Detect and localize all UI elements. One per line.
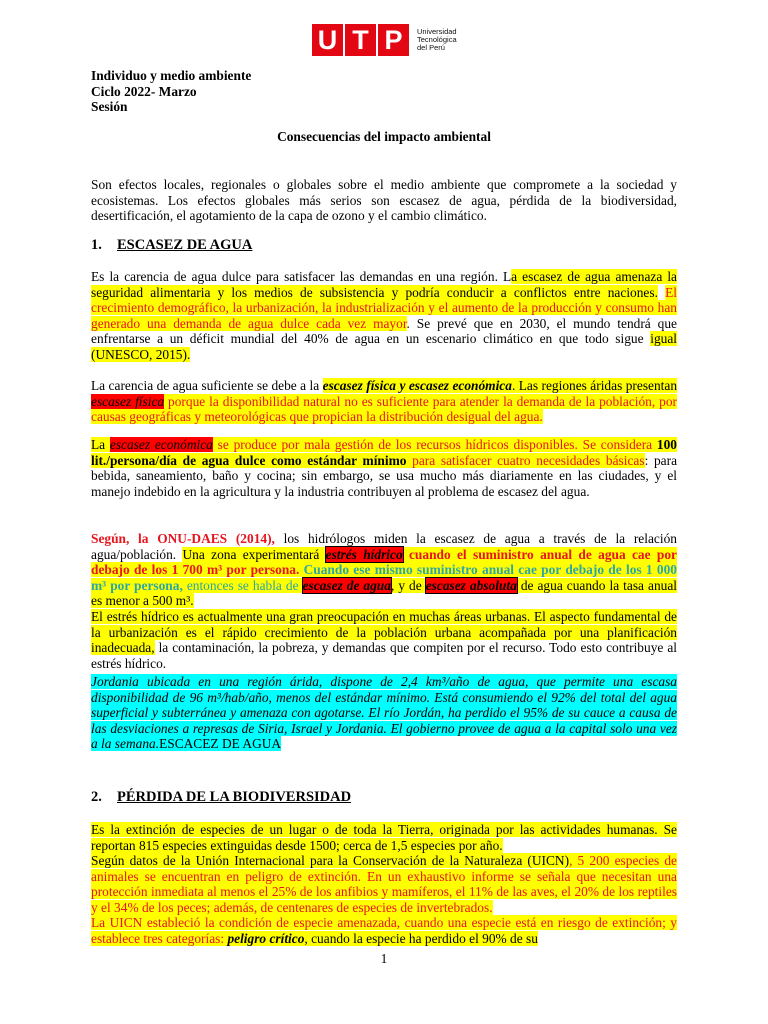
highlight-run: La: [91, 437, 110, 452]
highlight-run: peligro crítico: [227, 930, 305, 946]
intro-paragraph: Son efectos locales, regionales o globales sobre el medio ambiente que compromete a la sociedad y ecosistemas. Los efectos globales más serios son escasez de agua, pérdida de la biodiversidad, desertificación, el agotamiento de la capa de ozono y el cambio climático.: [91, 177, 677, 224]
section-number: 2.: [91, 789, 102, 805]
s1-paragraph-2: [91, 378, 677, 425]
highlight-run: escasez física: [322, 378, 397, 393]
highlight-run: y: [396, 378, 409, 393]
s1-paragraph-6: [91, 674, 677, 752]
section-1-heading: [91, 238, 677, 254]
highlight-run: 100 lit./persona/día de agua dulce como estándar mínimo: [91, 437, 677, 468]
highlight-run: escasez económica: [408, 378, 512, 393]
s2-paragraph-1: [91, 822, 677, 853]
s1-paragraph-3: [91, 437, 677, 499]
s1-paragraph-5: [91, 609, 677, 671]
highlight-run: entonces se habla de: [182, 577, 303, 593]
highlight-run: , cuando la especie ha perdido el 90% de su: [304, 930, 538, 946]
highlight-run: de agua cuando la tasa anual es menor a 500 m³.: [91, 577, 678, 609]
logo-letter-u: U: [312, 24, 343, 56]
s1-paragraph-1: [91, 269, 677, 363]
document-title: Consecuencias del impacto ambiental: [277, 129, 491, 144]
text-run: La carencia de agua suficiente se debe a la: [91, 378, 323, 393]
section-title: ESCASEZ DE AGUA: [117, 237, 253, 253]
highlight-run: porque la disponibilidad natural no es suficiente para atender la demanda de la población, por causas geográficas y meteorológicas que propician la distribución desigual del agua.: [91, 393, 677, 425]
logo-letters: [312, 24, 409, 56]
highlight-run: satisfacer cuatro necesidades básicas: [440, 452, 645, 468]
logo-line: Universidad: [417, 27, 457, 36]
utp-logo: [312, 24, 457, 56]
section-2-heading: [91, 790, 677, 806]
s2-paragraph-2: [91, 853, 677, 915]
highlight-run: . Las regiones áridas presentan: [511, 378, 678, 393]
section-title: PÉRDIDA DE LA BIODIVERSIDAD: [117, 789, 352, 805]
logo-letter-t: T: [345, 24, 376, 56]
text-run: la contaminación, la pobreza, y demandas que compiten por el recurso. Todo esto contribuye al estrés hídrico.: [91, 640, 677, 671]
text-run: ONU-DAES (2014),: [157, 531, 275, 546]
text-run: los hidrólogos miden la escasez de agua a través de la relación agua/población.: [91, 531, 677, 562]
text-run: : para bebida, saneamiento, baño y cocina; sin embargo, se usa mucho más diariamente en las ciudades, y el manejo indebido en la agricultura y la industria contribuyen al problema de escasez del agua.: [91, 452, 678, 499]
highlight-run: estrés hídrico: [325, 546, 403, 562]
logo-line: Tecnológica: [417, 35, 457, 44]
highlight-run: se produce por mala gestión de los recursos hídricos disponibles. Se considera: [212, 437, 657, 452]
highlight-run: escasez absoluta: [425, 577, 517, 593]
highlight-run: escasez económica: [109, 437, 213, 452]
highlight-run: para: [406, 452, 441, 468]
highlight-run: cuando el suministro anual de agua cae por debajo de los 1 700 m³ por persona.: [91, 546, 677, 578]
highlight-run: Según datos de la Unión Internacional para la Conservación de la Naturaleza (UICN): [91, 853, 570, 868]
highlight-run: ESCACEZ DE AGUA: [159, 736, 282, 752]
highlight-run: El estrés hídrico es actualmente una gran preocupación en muchas áreas urbanas. El aspecto fundamental de la urbanización es el rápido crecimiento de la población urbana acompañada por una planificación inadecuada,: [91, 609, 677, 656]
highlight-run: a escasez de agua amenaza la seguridad alimentaria y los medios de subsistencia y podría conducir a conflictos entre naciones.: [91, 269, 677, 300]
course-cycle: Ciclo 2022- Marzo: [91, 83, 197, 99]
document-header: [91, 68, 677, 115]
highlight-run: escasez física: [91, 393, 165, 409]
course-name: Individuo y medio ambiente: [91, 68, 252, 83]
page-number: 1: [380, 951, 388, 966]
highlight-run: Cuando ese mismo suministro anual cae por debajo de los 1 000 m³ por persona,: [91, 562, 677, 593]
logo-text: [417, 28, 457, 52]
text-run: Según, la: [91, 531, 158, 546]
logo-line: del Perú: [417, 43, 445, 52]
highlight-run: Es la extinción de especies de un lugar o de toda la Tierra, originada por las actividades humanas. Se reportan 815 especies extinguidas desde 1500; cerca de 1,5 especies por año.: [91, 822, 677, 853]
section-number: 1.: [91, 237, 102, 253]
s1-paragraph-4: [91, 531, 677, 609]
highlight-run: igual (UNESCO, 2015).: [91, 331, 677, 362]
highlight-run: , 5 200 especies de animales se encuentran en peligro de extinción. En un exhaustivo informe se señala que necesitan una protección inmediata al menos el 25% de los anfibios y mamíferos, el 11% de las aves, el 20% de los reptiles y el 34% de los peces; además, de centenares de especies de invertebrados.: [91, 853, 677, 915]
s2-paragraph-3: [91, 915, 677, 946]
logo-letter-p: P: [378, 24, 409, 56]
text-run: Es la carencia de agua dulce para satisfacer las demandas en una región. L: [91, 269, 512, 284]
highlight-run: El crecimiento demográfico, la urbanización, la industrialización y el aumento de la producción y consumo han generado una demanda de agua dulce cada vez mayor: [91, 284, 677, 331]
highlight-run: , y de: [390, 577, 426, 593]
highlight-run: Una zona experimentará: [182, 546, 326, 562]
text-run: . Se prevé que en 2030, el mundo tendrá que enfrentarse a un déficit mundial del 40% de agua en un escenario climático en que todo sigue: [91, 315, 677, 347]
highlight-run: escasez de agua: [302, 577, 391, 593]
session-label: Sesión: [91, 99, 128, 114]
highlight-run: Jordania ubicada en una región árida, dispone de 2,4 km³/año de agua, que permite una escasa disponibilidad de 96 m³/hab/año, menos del estándar mínimo. Está consumiendo el 92% del total del agua superficial y subterránea y amenaza con agotarse. El río Jordán, ha perdido el 95% de su cauce a causa de las desviaciones a represas de Siria, Israel y Jordania. El gobierno provee de agua a la capital solo una vez a la semana.: [91, 674, 677, 752]
highlight-run: La UICN estableció la condición de especie amenazada, cuando una especie está en riesgo de extinción; y establece tres categorías:: [91, 915, 677, 946]
